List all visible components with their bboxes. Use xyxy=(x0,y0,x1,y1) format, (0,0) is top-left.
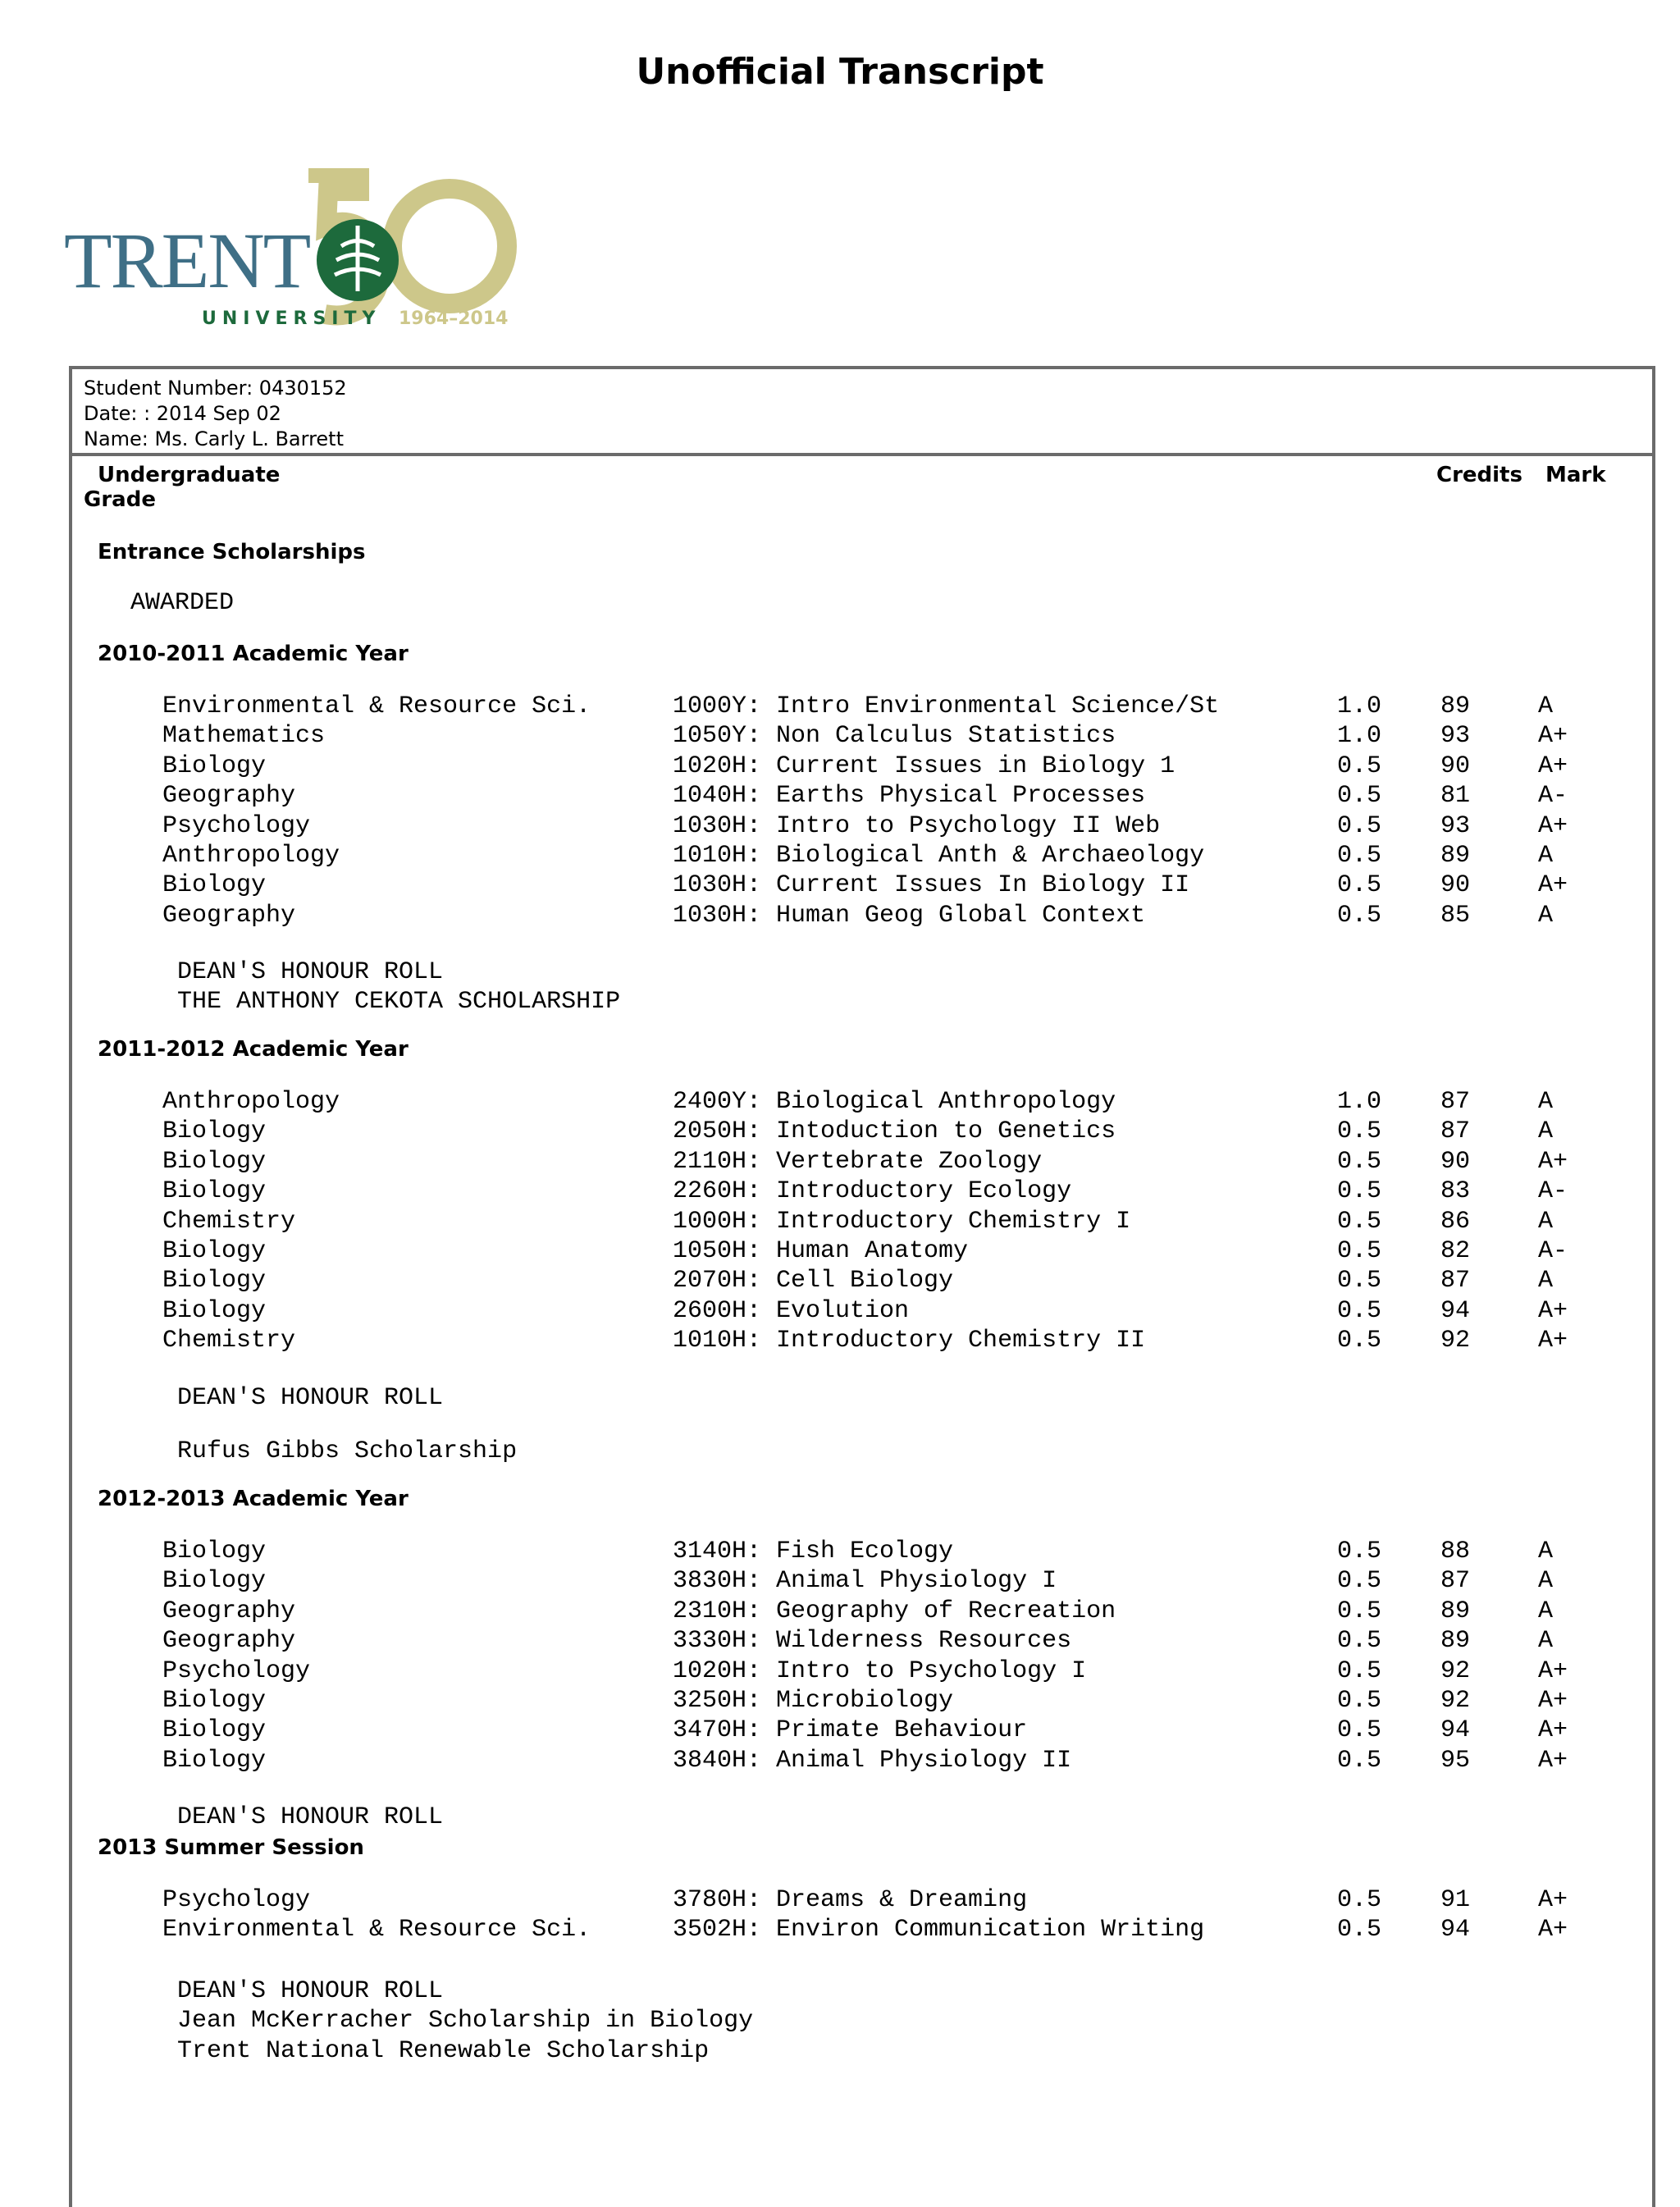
anniversary-zero-shape xyxy=(392,189,507,304)
logo-university: UNIVERSITY xyxy=(202,308,381,329)
course-grade: A+ xyxy=(1538,811,1568,840)
course-department: Psychology xyxy=(162,1656,311,1685)
course-department: Geography xyxy=(162,782,296,811)
course-mark: 94 xyxy=(1440,1296,1471,1325)
course-department: Mathematics xyxy=(162,722,326,751)
course-mark: 81 xyxy=(1440,782,1471,811)
section-note: DEAN'S HONOUR ROLL xyxy=(177,1977,444,2005)
course-department: Anthropology xyxy=(162,1088,340,1116)
logo-wordmark: TRENT xyxy=(64,217,310,304)
course-credits: 0.5 xyxy=(1337,901,1382,930)
section-heading: 2011-2012 Academic Year xyxy=(98,1037,409,1062)
course-title: 1000Y: Intro Environmental Science/St xyxy=(673,692,1220,720)
course-credits: 0.5 xyxy=(1337,1716,1382,1745)
course-mark: 85 xyxy=(1440,901,1471,930)
course-department: Geography xyxy=(162,901,296,930)
course-grade: A- xyxy=(1538,782,1568,811)
course-mark: 90 xyxy=(1440,871,1471,900)
course-credits: 0.5 xyxy=(1337,1656,1382,1685)
course-credits: 1.0 xyxy=(1337,1088,1382,1116)
section-note: DEAN'S HONOUR ROLL xyxy=(177,958,444,986)
entrance-status: AWARDED xyxy=(130,589,235,617)
course-title: 2070H: Cell Biology xyxy=(673,1267,954,1295)
course-mark: 89 xyxy=(1440,1627,1471,1656)
course-title: 2600H: Evolution xyxy=(673,1296,910,1325)
course-credits: 0.5 xyxy=(1337,1627,1382,1656)
course-credits: 0.5 xyxy=(1337,1746,1382,1775)
course-title: 2260H: Introductory Ecology xyxy=(673,1177,1072,1206)
course-credits: 0.5 xyxy=(1337,1687,1382,1715)
course-title: 3830H: Animal Physiology I xyxy=(673,1567,1057,1596)
course-mark: 87 xyxy=(1440,1117,1471,1146)
course-grade: A+ xyxy=(1538,1687,1568,1715)
course-title: 2400Y: Biological Anthropology xyxy=(673,1088,1116,1116)
course-grade: A xyxy=(1538,692,1554,720)
course-title: 1030H: Current Issues In Biology II xyxy=(673,871,1190,900)
header-undergraduate: Undergraduate xyxy=(98,463,281,487)
course-mark: 86 xyxy=(1440,1207,1471,1236)
course-grade: A xyxy=(1538,1207,1554,1236)
course-department: Biology xyxy=(162,1567,267,1596)
course-department: Biology xyxy=(162,752,267,780)
course-title: 1000H: Introductory Chemistry I xyxy=(673,1207,1131,1236)
course-mark: 95 xyxy=(1440,1746,1471,1775)
section-heading: 2010-2011 Academic Year xyxy=(98,642,409,666)
course-title: 3250H: Microbiology xyxy=(673,1687,954,1715)
course-department: Chemistry xyxy=(162,1327,296,1355)
page-title: Unofficial Transcript xyxy=(636,51,1044,93)
course-grade: A xyxy=(1538,1538,1554,1565)
trent-university-logo xyxy=(64,168,523,332)
course-grade: A+ xyxy=(1538,1746,1568,1775)
course-department: Environmental & Resource Sci. xyxy=(162,1916,591,1944)
course-credits: 0.5 xyxy=(1337,1296,1382,1325)
header-mark: Mark xyxy=(1545,463,1606,487)
course-grade: A xyxy=(1538,1627,1554,1656)
course-grade: A xyxy=(1538,1567,1554,1596)
course-title: 3470H: Primate Behaviour xyxy=(673,1716,1028,1745)
entrance-heading: Entrance Scholarships xyxy=(98,540,366,564)
course-mark: 94 xyxy=(1440,1916,1471,1944)
course-title: 1020H: Intro to Psychology I xyxy=(673,1656,1087,1685)
course-credits: 0.5 xyxy=(1337,1177,1382,1206)
course-grade: A+ xyxy=(1538,1147,1568,1176)
course-credits: 0.5 xyxy=(1337,1916,1382,1944)
course-title: 1040H: Earths Physical Processes xyxy=(673,782,1146,811)
course-department: Biology xyxy=(162,1117,267,1146)
course-mark: 92 xyxy=(1440,1327,1471,1355)
course-department: Biology xyxy=(162,1716,267,1745)
course-title: 1050Y: Non Calculus Statistics xyxy=(673,722,1116,751)
section-heading: 2012-2013 Academic Year xyxy=(98,1487,409,1511)
course-title: 3330H: Wilderness Resources xyxy=(673,1627,1072,1656)
course-mark: 82 xyxy=(1440,1237,1471,1265)
course-department: Biology xyxy=(162,871,267,900)
course-grade: A+ xyxy=(1538,722,1568,751)
student-name: Name: Ms. Carly L. Barrett xyxy=(84,427,344,450)
course-mark: 89 xyxy=(1440,1597,1471,1625)
course-title: 1010H: Introductory Chemistry II xyxy=(673,1327,1146,1355)
course-grade: A- xyxy=(1538,1237,1568,1265)
course-title: 3140H: Fish Ecology xyxy=(673,1538,954,1565)
section-note: DEAN'S HONOUR ROLL xyxy=(177,1384,444,1412)
course-department: Biology xyxy=(162,1746,267,1775)
course-grade: A+ xyxy=(1538,1916,1568,1944)
course-department: Environmental & Resource Sci. xyxy=(162,692,591,720)
course-grade: A+ xyxy=(1538,1656,1568,1685)
course-title: 2310H: Geography of Recreation xyxy=(673,1597,1116,1625)
course-credits: 0.5 xyxy=(1337,842,1382,870)
course-department: Psychology xyxy=(162,811,311,840)
course-mark: 88 xyxy=(1440,1538,1471,1565)
section-note: Jean McKerracher Scholarship in Biology xyxy=(177,2007,754,2035)
course-credits: 0.5 xyxy=(1337,1538,1382,1565)
course-title: 1030H: Intro to Psychology II Web xyxy=(673,811,1161,840)
course-department: Chemistry xyxy=(162,1207,296,1236)
course-department: Biology xyxy=(162,1237,267,1265)
course-grade: A xyxy=(1538,1117,1554,1146)
course-mark: 89 xyxy=(1440,842,1471,870)
student-info-box xyxy=(72,369,1652,456)
course-title: 3840H: Animal Physiology II xyxy=(673,1746,1072,1775)
course-title: 2050H: Intoduction to Genetics xyxy=(673,1117,1116,1146)
course-title: 1050H: Human Anatomy xyxy=(673,1237,969,1265)
course-credits: 0.5 xyxy=(1337,1147,1382,1176)
course-credits: 0.5 xyxy=(1337,1567,1382,1596)
course-mark: 89 xyxy=(1440,692,1471,720)
course-credits: 1.0 xyxy=(1337,722,1382,751)
transcript-frame xyxy=(69,366,1655,2207)
header-grade: Grade xyxy=(84,487,156,512)
course-grade: A+ xyxy=(1538,1886,1568,1914)
course-grade: A xyxy=(1538,1267,1554,1295)
course-credits: 1.0 xyxy=(1337,692,1382,720)
section-heading: 2013 Summer Session xyxy=(98,1835,364,1860)
course-mark: 91 xyxy=(1440,1886,1471,1914)
course-grade: A xyxy=(1538,842,1554,870)
course-department: Biology xyxy=(162,1177,267,1206)
course-mark: 94 xyxy=(1440,1716,1471,1745)
course-credits: 0.5 xyxy=(1337,1597,1382,1625)
course-mark: 87 xyxy=(1440,1567,1471,1596)
course-mark: 83 xyxy=(1440,1177,1471,1206)
course-grade: A xyxy=(1538,1088,1554,1116)
course-credits: 0.5 xyxy=(1337,1207,1382,1236)
course-grade: A+ xyxy=(1538,1327,1568,1355)
course-grade: A xyxy=(1538,901,1554,930)
section-note: THE ANTHONY CEKOTA SCHOLARSHIP xyxy=(177,988,621,1016)
course-department: Biology xyxy=(162,1538,267,1565)
course-title: 1030H: Human Geog Global Context xyxy=(673,901,1146,930)
course-credits: 0.5 xyxy=(1337,1237,1382,1265)
course-mark: 90 xyxy=(1440,752,1471,780)
course-mark: 87 xyxy=(1440,1267,1471,1295)
course-credits: 0.5 xyxy=(1337,1886,1382,1914)
course-grade: A xyxy=(1538,1597,1554,1625)
course-mark: 87 xyxy=(1440,1088,1471,1116)
header-credits: Credits xyxy=(1436,463,1522,487)
course-mark: 92 xyxy=(1440,1687,1471,1715)
student-number: Student Number: 0430152 xyxy=(84,377,347,400)
course-grade: A- xyxy=(1538,1177,1568,1206)
course-department: Biology xyxy=(162,1147,267,1176)
logo-years: 1964–2014 xyxy=(399,308,509,329)
course-department: Geography xyxy=(162,1597,296,1625)
course-grade: A+ xyxy=(1538,1716,1568,1745)
course-department: Biology xyxy=(162,1687,267,1715)
course-mark: 93 xyxy=(1440,722,1471,751)
course-credits: 0.5 xyxy=(1337,782,1382,811)
course-mark: 90 xyxy=(1440,1147,1471,1176)
course-credits: 0.5 xyxy=(1337,1327,1382,1355)
course-mark: 92 xyxy=(1440,1656,1471,1685)
course-title: 3502H: Environ Communication Writing xyxy=(673,1916,1205,1944)
course-mark: 93 xyxy=(1440,811,1471,840)
section-note: Rufus Gibbs Scholarship xyxy=(177,1437,518,1465)
course-title: 1020H: Current Issues in Biology 1 xyxy=(673,752,1176,780)
course-department: Anthropology xyxy=(162,842,340,870)
course-grade: A+ xyxy=(1538,752,1568,780)
course-department: Biology xyxy=(162,1296,267,1325)
course-credits: 0.5 xyxy=(1337,871,1382,900)
course-department: Biology xyxy=(162,1267,267,1295)
course-department: Psychology xyxy=(162,1886,311,1914)
course-credits: 0.5 xyxy=(1337,811,1382,840)
course-title: 3780H: Dreams & Dreaming xyxy=(673,1886,1028,1914)
course-title: 1010H: Biological Anth & Archaeology xyxy=(673,842,1205,870)
course-department: Geography xyxy=(162,1627,296,1656)
course-credits: 0.5 xyxy=(1337,1117,1382,1146)
course-credits: 0.5 xyxy=(1337,752,1382,780)
course-grade: A+ xyxy=(1538,1296,1568,1325)
section-note: DEAN'S HONOUR ROLL xyxy=(177,1803,444,1831)
section-note: Trent National Renewable Scholarship xyxy=(177,2037,710,2065)
course-title: 2110H: Vertebrate Zoology xyxy=(673,1147,1043,1176)
course-credits: 0.5 xyxy=(1337,1267,1382,1295)
transcript-date: Date: : 2014 Sep 02 xyxy=(84,402,281,425)
course-grade: A+ xyxy=(1538,871,1568,900)
